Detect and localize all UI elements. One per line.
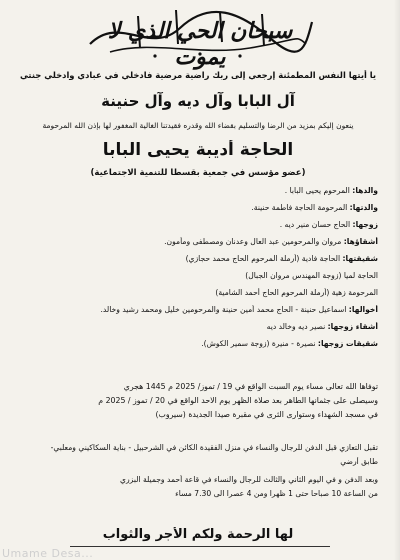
intro-text: ينعون إليكم بمزيد من الرضا والتسليم بقضاء الله وقدره فقيدتنا الغالية المغفور لها بإذن الله المرحومة [42, 121, 354, 130]
relative-text: اسماعيل حنينة - الحاج محمد أمين حنينة والمرحومين خليل ومحمد رشيد وخالد. [100, 305, 347, 314]
relative-label: أشقاؤها: [343, 237, 378, 246]
relative-label: أشقاء زوجها: [327, 322, 378, 331]
relative-line [18, 220, 378, 230]
burial-place: في مسجد الشهداء وستوارى الثرى في مقبرة صيدا الجديدة (سيروب) [155, 410, 378, 419]
relative-label: شقيقات زوجها: [317, 339, 378, 348]
relative-line [18, 305, 378, 315]
relative-label: والدتها: [349, 203, 378, 212]
condolence-line: طابق أرضي [340, 457, 378, 466]
relative-line [18, 288, 378, 298]
calligraphy-text: سبحان الحي الذي لا يموت [107, 18, 293, 70]
relative-line [18, 322, 378, 332]
relative-label: أخوالها: [348, 305, 378, 314]
relative-text: المرحومة الحاجة فاطمة حنينة. [251, 203, 348, 212]
relative-text: الحاجة فادية (أرملة المرحوم الحاج محمد حجازي) [185, 254, 341, 263]
relative-label: شقيقتها: [342, 254, 378, 263]
death-date: توفاها الله تعالى مساء يوم السبت الواقع في 19 / تموز/ 2025 م 1445 هجري [123, 382, 378, 391]
condolence-line: تقبل التعازي قبل الدفن للرجال والنساء في منزل الفقيدة الكائن في الشرحبيل - بناية السكاكيني ومعلبي- [50, 443, 378, 452]
relative-text: المرحوم يحيى البابا . [284, 186, 350, 195]
closing-phrase: لها الرحمة ولكم الأجر والثواب [102, 527, 294, 542]
relative-label: والدها: [352, 186, 378, 195]
families-title: آل البابا وآل ديه وآل حنينة [101, 92, 295, 110]
relative-line [18, 203, 378, 213]
watermark: Umame Desa... [2, 547, 94, 560]
page-edge-shadow [394, 0, 400, 560]
calligraphy-header [80, 4, 320, 70]
condolence-line: من الساعة 10 صباحا حتى 1 ظهرا ومن 4 عصرا الى 7.30 مساء [175, 489, 378, 498]
relative-line [18, 271, 378, 281]
deceased-name: الحاجة أديبة يحيى البابا [102, 140, 294, 160]
relative-line [18, 339, 378, 349]
relative-text: نصيرة - منيرة (زوجة سمير الكوش). [201, 339, 316, 348]
relative-text: نصير ديه وخالد ديه [266, 322, 326, 331]
relative-line [18, 254, 378, 264]
relative-line [18, 186, 378, 196]
relative-text: الحاج حسان منير ديه . [279, 220, 351, 229]
quran-verse: يا أيتها النفس المطمئنة إرجعي إلى ربك راضية مرضية فادخلي في عبادي وادخلي جنتي [19, 70, 377, 80]
relative-text: مروان والمرحومين عبد العال وعدنان ومصطفى ومأمون. [164, 237, 342, 246]
funeral-prayer: وسيصلى على جثمانها الطاهر بعد صلاة الظهر يوم الاحد الواقع في 20 / تموز / 2025 م [98, 396, 378, 405]
condolence-line: وبعد الدفن و في اليوم الثاني والثالث للرجال والنساء في قاعة أحمد وجميلة البزري [120, 475, 378, 484]
relative-line [18, 237, 378, 247]
closing-underline [70, 546, 330, 547]
deceased-role: (عضو مؤسس في جمعية بقسطا للتنمية الاجتماعية) [90, 168, 306, 178]
relative-text: الحاجة لميا (زوجة المهندس مروان الجبال) [245, 271, 378, 280]
relative-label: زوجها: [352, 220, 378, 229]
relative-text: المرحومة زهية (أرملة المرحوم الحاج أحمد الشامية) [215, 288, 378, 297]
